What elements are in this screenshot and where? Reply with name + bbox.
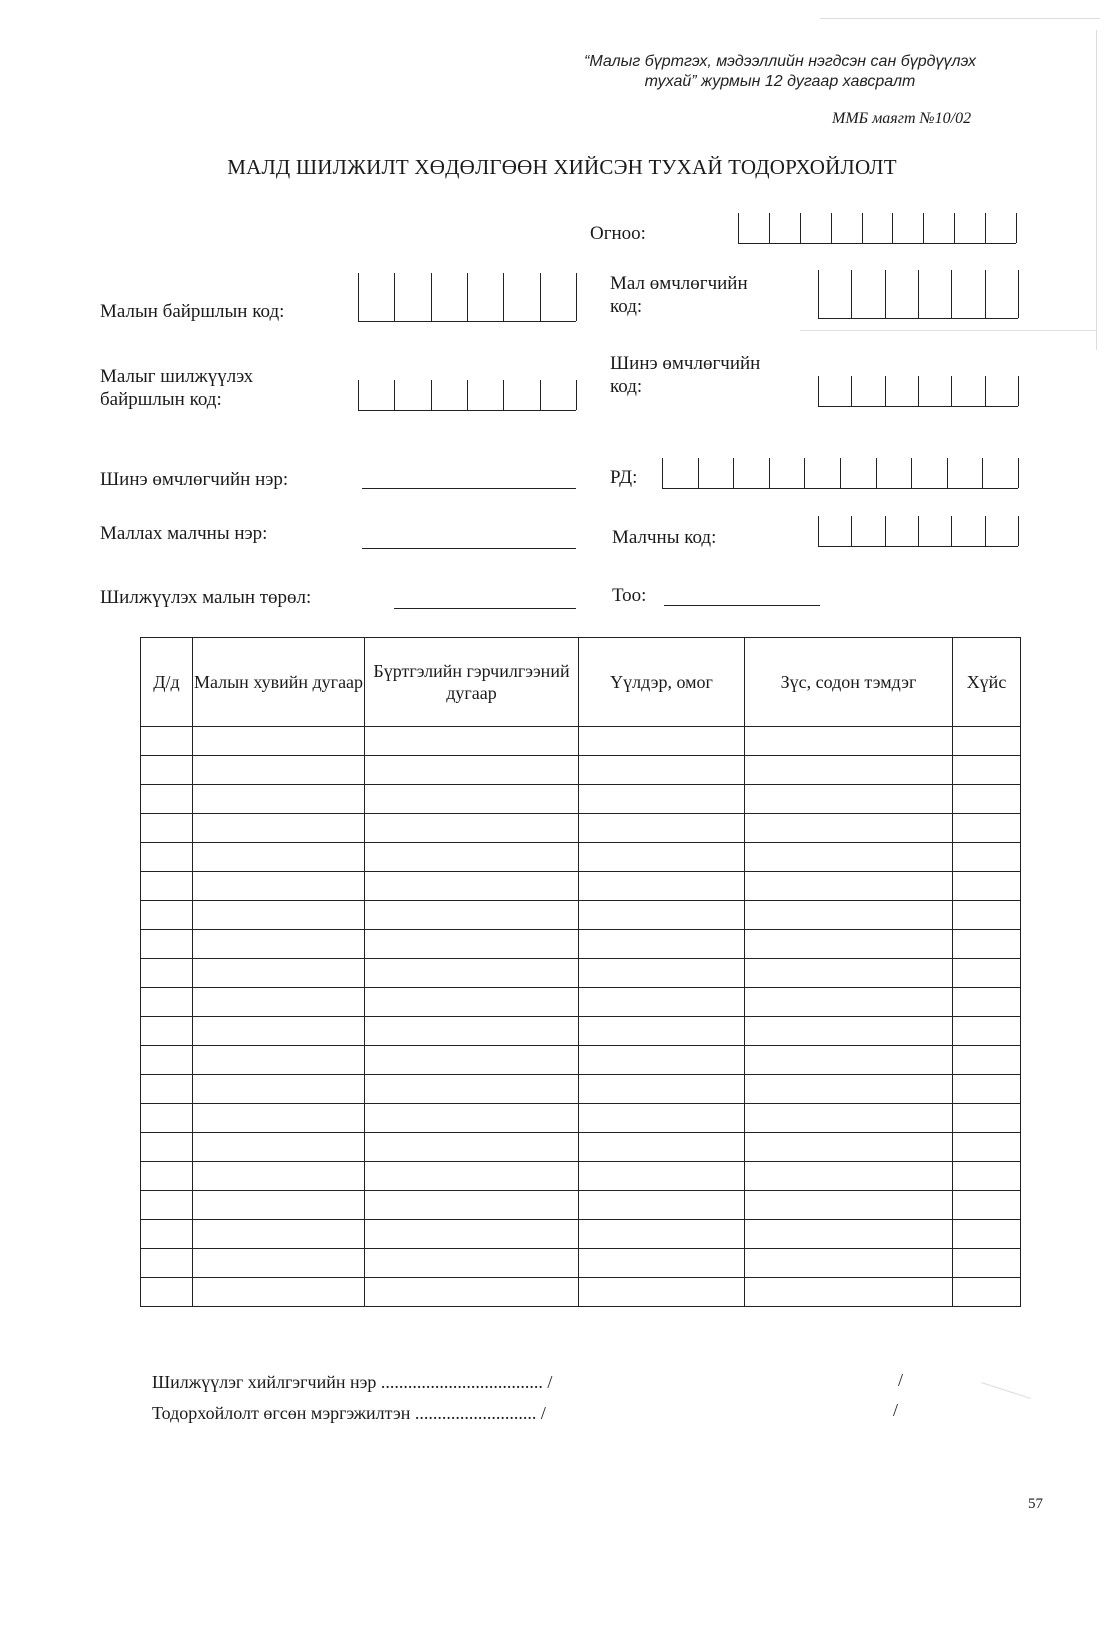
- table-cell[interactable]: [141, 1162, 193, 1191]
- table-cell[interactable]: [953, 930, 1021, 959]
- table-cell[interactable]: [579, 959, 745, 988]
- table-cell[interactable]: [193, 1191, 365, 1220]
- table-cell[interactable]: [579, 1075, 745, 1104]
- code-box-divider: [911, 458, 912, 488]
- table-cell[interactable]: [953, 959, 1021, 988]
- table-cell[interactable]: [953, 1075, 1021, 1104]
- table-cell[interactable]: [953, 901, 1021, 930]
- code-box-divider: [918, 516, 919, 546]
- code-box-divider: [800, 213, 801, 243]
- table-cell[interactable]: [953, 814, 1021, 843]
- table-cell[interactable]: [745, 1162, 953, 1191]
- code-box-divider: [892, 213, 893, 243]
- table-cell[interactable]: [141, 1220, 193, 1249]
- code-box-divider: [394, 273, 395, 321]
- col-header-animal-id: Малын хувийн дугаар: [193, 638, 365, 727]
- table-row: [141, 930, 1021, 959]
- transfer-location-code-boxes[interactable]: [358, 380, 576, 411]
- table-cell[interactable]: [745, 785, 953, 814]
- table-cell[interactable]: [193, 959, 365, 988]
- table-cell[interactable]: [193, 1133, 365, 1162]
- code-box-divider: [503, 273, 504, 321]
- table-cell[interactable]: [365, 1162, 579, 1191]
- table-cell[interactable]: [579, 1191, 745, 1220]
- table-cell[interactable]: [365, 756, 579, 785]
- table-cell[interactable]: [365, 785, 579, 814]
- table-cell[interactable]: [579, 1017, 745, 1046]
- table-cell[interactable]: [579, 1278, 745, 1307]
- table-cell[interactable]: [141, 843, 193, 872]
- table-cell[interactable]: [193, 785, 365, 814]
- code-box-divider: [576, 380, 577, 410]
- code-box-divider: [1018, 376, 1019, 406]
- transfer-location-label-line1: Малыг шилжүүлэх: [100, 366, 254, 387]
- count-label: Тоо:: [612, 585, 647, 606]
- code-box-divider: [467, 273, 468, 321]
- table-cell[interactable]: [141, 1017, 193, 1046]
- table-cell[interactable]: [579, 872, 745, 901]
- table-cell[interactable]: [579, 785, 745, 814]
- herder-code-label: Малчны код:: [612, 527, 717, 548]
- page-number: 57: [1028, 1496, 1043, 1512]
- table-cell[interactable]: [953, 785, 1021, 814]
- table-cell[interactable]: [745, 872, 953, 901]
- code-box-divider: [985, 213, 986, 243]
- table-cell[interactable]: [141, 814, 193, 843]
- table-cell[interactable]: [953, 1104, 1021, 1133]
- table-row: [141, 1220, 1021, 1249]
- table-cell[interactable]: [579, 1133, 745, 1162]
- table-cell[interactable]: [953, 1017, 1021, 1046]
- code-box-divider: [769, 458, 770, 488]
- owner-code-boxes[interactable]: [818, 270, 1018, 319]
- code-box-divider: [918, 270, 919, 318]
- table-cell[interactable]: [953, 1191, 1021, 1220]
- code-box-divider: [818, 516, 819, 546]
- scan-mark: [800, 330, 1096, 331]
- code-box-divider: [923, 213, 924, 243]
- code-box-divider: [985, 516, 986, 546]
- table-cell[interactable]: [579, 988, 745, 1017]
- specialist-slash: /: [893, 1400, 899, 1420]
- table-row: [141, 1133, 1021, 1162]
- table-cell[interactable]: [193, 1278, 365, 1307]
- table-cell[interactable]: [365, 814, 579, 843]
- table-cell[interactable]: [141, 1046, 193, 1075]
- livestock-location-code-label: Малын байршлын код:: [100, 301, 285, 322]
- transfer-location-label-line2: байршлын код:: [100, 389, 222, 410]
- code-box-divider: [467, 380, 468, 410]
- code-box-divider: [733, 458, 734, 488]
- table-row: [141, 1162, 1021, 1191]
- code-box-divider: [947, 458, 948, 488]
- code-box-divider: [951, 270, 952, 318]
- code-box-divider: [698, 458, 699, 488]
- table-cell[interactable]: [579, 901, 745, 930]
- table-cell[interactable]: [745, 1191, 953, 1220]
- code-box-divider: [885, 516, 886, 546]
- table-row: [141, 988, 1021, 1017]
- table-cell[interactable]: [745, 1046, 953, 1075]
- table-cell[interactable]: [193, 988, 365, 1017]
- rd-code-boxes[interactable]: [662, 458, 1018, 489]
- code-box-divider: [662, 458, 663, 488]
- rd-label: РД:: [610, 467, 638, 488]
- table-cell[interactable]: [365, 872, 579, 901]
- table-cell[interactable]: [953, 756, 1021, 785]
- code-box-divider: [831, 213, 832, 243]
- table-cell[interactable]: [193, 930, 365, 959]
- transfer-location-code-label: [100, 365, 253, 411]
- table-cell[interactable]: [745, 843, 953, 872]
- livestock-type-line[interactable]: [394, 588, 576, 609]
- table-cell[interactable]: [365, 1133, 579, 1162]
- code-box-divider: [985, 270, 986, 318]
- table-row: [141, 1104, 1021, 1133]
- table-row: [141, 959, 1021, 988]
- table-cell[interactable]: [193, 814, 365, 843]
- code-box-divider: [358, 380, 359, 410]
- table-cell[interactable]: [193, 756, 365, 785]
- table-cell[interactable]: [745, 1278, 953, 1307]
- code-box-divider: [1016, 213, 1017, 243]
- date-code-boxes[interactable]: [738, 213, 1016, 244]
- table-cell[interactable]: [193, 1104, 365, 1133]
- new-owner-code-label: [610, 352, 760, 398]
- table-cell[interactable]: [365, 843, 579, 872]
- table-cell[interactable]: [745, 756, 953, 785]
- new-owner-name-label: Шинэ өмчлөгчийн нэр:: [100, 469, 289, 490]
- table-cell[interactable]: [193, 1017, 365, 1046]
- owner-code-label-line2: код:: [610, 296, 643, 317]
- table-cell[interactable]: [953, 1133, 1021, 1162]
- livestock-table: [140, 637, 1021, 1307]
- table-cell[interactable]: [193, 1075, 365, 1104]
- col-header-breed: Үүлдэр, омог: [579, 638, 745, 727]
- col-header-markings: Зүс, содон тэмдэг: [745, 638, 953, 727]
- table-cell[interactable]: [365, 1249, 579, 1278]
- table-cell[interactable]: [579, 1249, 745, 1278]
- new-owner-code-label-line1: Шинэ өмчлөгчийн: [610, 353, 761, 374]
- table-cell[interactable]: [365, 930, 579, 959]
- code-box-divider: [982, 458, 983, 488]
- regulation-note-line2: тухай” журмын 12 дугаар хавсралт: [644, 73, 916, 90]
- table-cell[interactable]: [365, 959, 579, 988]
- table-cell[interactable]: [745, 1017, 953, 1046]
- transfer-requester-signature: Шилжүүлэг хийлгэгчийн нэр .................................... /: [152, 1372, 553, 1392]
- table-row: [141, 756, 1021, 785]
- table-cell[interactable]: [579, 727, 745, 756]
- code-box-divider: [885, 376, 886, 406]
- scan-mark: [820, 18, 1100, 19]
- code-box-divider: [358, 273, 359, 321]
- table-row: [141, 1046, 1021, 1075]
- code-box-divider: [840, 458, 841, 488]
- new-owner-name-line[interactable]: [362, 468, 576, 489]
- code-box-divider: [862, 213, 863, 243]
- table-cell[interactable]: [141, 1133, 193, 1162]
- table-cell[interactable]: [745, 901, 953, 930]
- table-cell[interactable]: [141, 901, 193, 930]
- table-cell[interactable]: [745, 1104, 953, 1133]
- new-owner-code-label-line2: код:: [610, 376, 643, 397]
- table-cell[interactable]: [193, 727, 365, 756]
- table-cell[interactable]: [141, 959, 193, 988]
- table-cell[interactable]: [953, 1046, 1021, 1075]
- date-label: Огноо:: [590, 223, 646, 244]
- code-box-divider: [769, 213, 770, 243]
- code-box-divider: [1018, 516, 1019, 546]
- code-box-divider: [951, 376, 952, 406]
- table-cell[interactable]: [745, 1249, 953, 1278]
- table-cell[interactable]: [365, 1104, 579, 1133]
- transfer-requester-slash: /: [898, 1370, 904, 1390]
- table-cell[interactable]: [953, 843, 1021, 872]
- table-cell[interactable]: [365, 988, 579, 1017]
- count-line[interactable]: [664, 585, 820, 606]
- new-owner-code-boxes[interactable]: [818, 376, 1018, 407]
- table-cell[interactable]: [579, 1162, 745, 1191]
- herder-name-label: Маллах малчны нэр:: [100, 523, 268, 544]
- table-row: [141, 814, 1021, 843]
- table-cell[interactable]: [365, 1017, 579, 1046]
- table-cell[interactable]: [193, 1162, 365, 1191]
- table-cell[interactable]: [579, 1104, 745, 1133]
- code-box-divider: [804, 458, 805, 488]
- table-cell[interactable]: [745, 814, 953, 843]
- table-row: [141, 727, 1021, 756]
- specialist-signature: Тодорхойлолт өгсөн мэргэжилтэн ........................... /: [152, 1403, 546, 1423]
- table-cell[interactable]: [365, 1046, 579, 1075]
- table-cell[interactable]: [193, 1046, 365, 1075]
- table-cell[interactable]: [141, 988, 193, 1017]
- table-row: [141, 901, 1021, 930]
- table-cell[interactable]: [141, 1278, 193, 1307]
- table-cell[interactable]: [365, 1075, 579, 1104]
- table-cell[interactable]: [953, 1220, 1021, 1249]
- table-cell[interactable]: [141, 1249, 193, 1278]
- herder-code-boxes[interactable]: [818, 516, 1018, 547]
- code-box-divider: [738, 213, 739, 243]
- code-box-divider: [951, 516, 952, 546]
- herder-name-line[interactable]: [362, 528, 576, 549]
- col-header-certificate-number: Бүртгэлийн гэрчилгээний дугаар: [365, 638, 579, 727]
- table-cell[interactable]: [579, 843, 745, 872]
- table-header-row: [141, 638, 1021, 727]
- owner-code-label: [610, 272, 748, 318]
- table-cell[interactable]: [365, 1191, 579, 1220]
- table-cell[interactable]: [365, 727, 579, 756]
- table-cell[interactable]: [953, 727, 1021, 756]
- table-cell[interactable]: [745, 1075, 953, 1104]
- code-box-divider: [540, 273, 541, 321]
- table-cell[interactable]: [365, 901, 579, 930]
- code-box-divider: [918, 376, 919, 406]
- table-cell[interactable]: [953, 1162, 1021, 1191]
- table-cell[interactable]: [579, 1220, 745, 1249]
- table-row: [141, 1191, 1021, 1220]
- form-number: ММБ маягт №10/02: [832, 110, 972, 127]
- table-cell[interactable]: [365, 1220, 579, 1249]
- code-box-divider: [851, 270, 852, 318]
- table-body: [141, 727, 1021, 1307]
- table-cell[interactable]: [579, 814, 745, 843]
- code-box-divider: [954, 213, 955, 243]
- table-row: [141, 1017, 1021, 1046]
- table-row: [141, 1278, 1021, 1307]
- table-cell[interactable]: [745, 1133, 953, 1162]
- table-cell[interactable]: [745, 930, 953, 959]
- code-box-divider: [985, 376, 986, 406]
- table-cell[interactable]: [579, 930, 745, 959]
- livestock-type-label: Шилжүүлэх малын төрөл:: [100, 587, 312, 608]
- table-cell[interactable]: [141, 1104, 193, 1133]
- code-box-divider: [540, 380, 541, 410]
- table-cell[interactable]: [953, 1278, 1021, 1307]
- table-cell[interactable]: [141, 756, 193, 785]
- owner-code-label-line1: Мал өмчлөгчийн: [610, 273, 748, 294]
- code-box-divider: [851, 516, 852, 546]
- code-box-divider: [394, 380, 395, 410]
- scan-mark: [981, 1382, 1031, 1399]
- table-row: [141, 785, 1021, 814]
- table-cell[interactable]: [141, 930, 193, 959]
- table-cell[interactable]: [745, 959, 953, 988]
- code-box-divider: [851, 376, 852, 406]
- table-cell[interactable]: [953, 872, 1021, 901]
- code-box-divider: [885, 270, 886, 318]
- page-title: МАЛД ШИЛЖИЛТ ХӨДӨЛГӨӨН ХИЙСЭН ТУХАЙ ТОДОРХОЙЛОЛТ: [227, 155, 897, 179]
- table-cell[interactable]: [141, 872, 193, 901]
- scan-mark: [1096, 30, 1097, 350]
- table-cell[interactable]: [141, 727, 193, 756]
- regulation-note: [560, 52, 1000, 92]
- table-cell[interactable]: [141, 1191, 193, 1220]
- table-cell[interactable]: [745, 727, 953, 756]
- code-box-divider: [818, 270, 819, 318]
- table-cell[interactable]: [953, 1249, 1021, 1278]
- table-cell[interactable]: [193, 1249, 365, 1278]
- table-row: [141, 843, 1021, 872]
- table-cell[interactable]: [365, 1278, 579, 1307]
- livestock-location-code-boxes[interactable]: [358, 273, 576, 322]
- table-cell[interactable]: [579, 1046, 745, 1075]
- col-header-number: Д/д: [141, 638, 193, 727]
- table-cell[interactable]: [745, 988, 953, 1017]
- table-row: [141, 872, 1021, 901]
- code-box-divider: [503, 380, 504, 410]
- table-cell[interactable]: [193, 843, 365, 872]
- col-header-sex: Хүйс: [953, 638, 1021, 727]
- table-cell[interactable]: [193, 1220, 365, 1249]
- regulation-note-line1: “Малыг бүртгэх, мэдээллийн нэгдсэн сан бүрдүүлэх: [584, 53, 976, 70]
- table-cell[interactable]: [193, 872, 365, 901]
- code-box-divider: [876, 458, 877, 488]
- table-cell[interactable]: [745, 1220, 953, 1249]
- code-box-divider: [1018, 270, 1019, 318]
- code-box-divider: [431, 273, 432, 321]
- table-cell[interactable]: [193, 901, 365, 930]
- table-row: [141, 1075, 1021, 1104]
- table-cell[interactable]: [141, 785, 193, 814]
- code-box-divider: [431, 380, 432, 410]
- code-box-divider: [576, 273, 577, 321]
- code-box-divider: [1018, 458, 1019, 488]
- table-cell[interactable]: [579, 756, 745, 785]
- code-box-divider: [818, 376, 819, 406]
- table-cell[interactable]: [141, 1075, 193, 1104]
- table-cell[interactable]: [953, 988, 1021, 1017]
- table-row: [141, 1249, 1021, 1278]
